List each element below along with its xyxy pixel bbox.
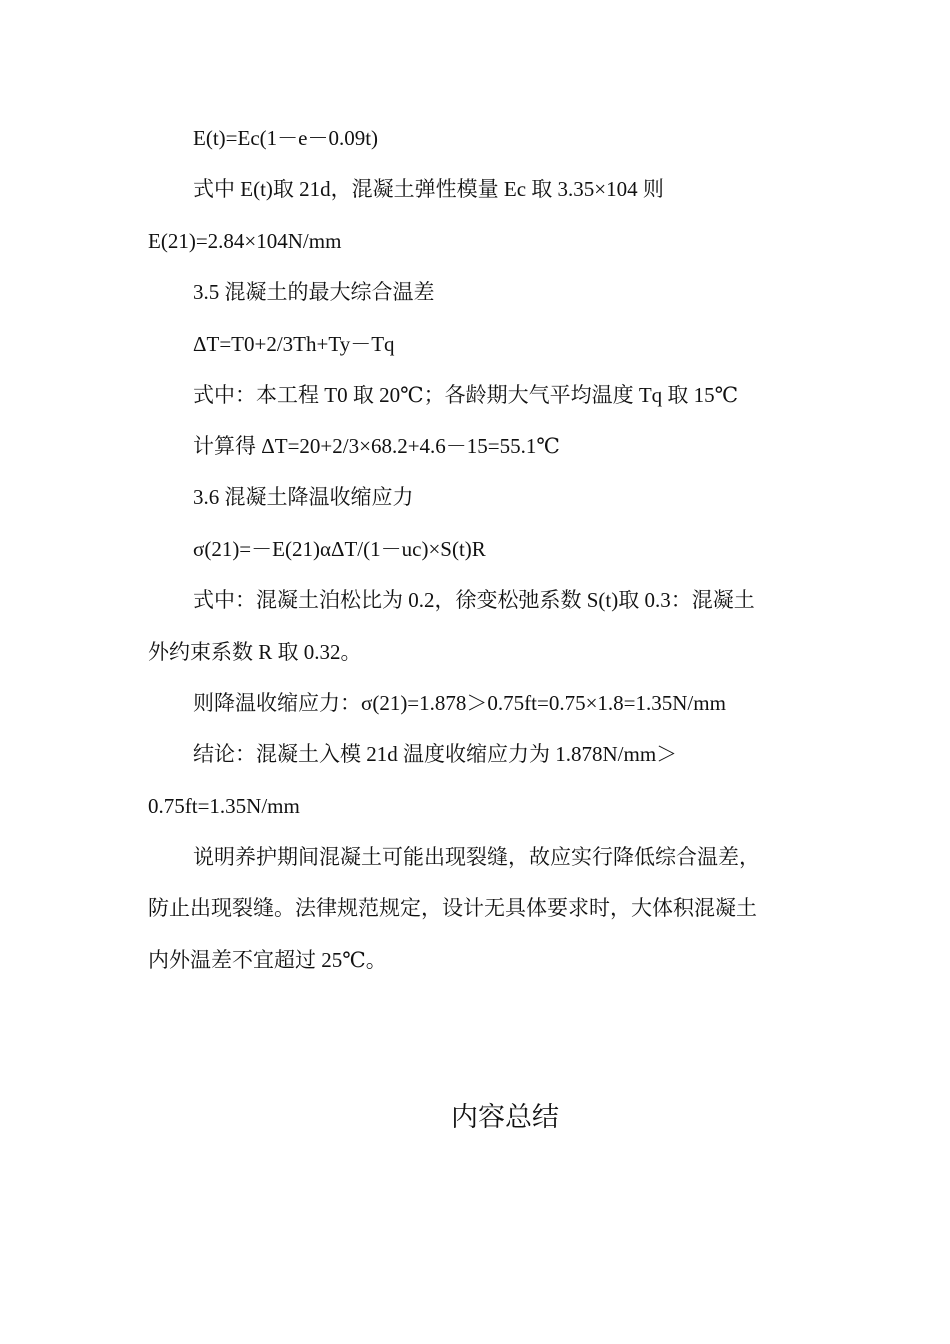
paragraph-line: 防止出现裂缝。法律规范规定，设计无具体要求时，大体积混凝土 <box>148 896 757 920</box>
paragraph-line: 式中：本工程 T0 取 20℃；各龄期大气平均温度 Tq 取 15℃ <box>193 383 739 407</box>
summary-heading: 内容总结 <box>451 1102 559 1132</box>
section-heading-3-5: 3.5 混凝土的最大综合温差 <box>193 280 435 304</box>
formula-temperature-difference: ΔT=T0+2/3Th+Ty－Tq <box>193 332 395 356</box>
summary-heading-container <box>0 1100 950 1134</box>
paragraph-line: 计算得 ΔT=20+2/3×68.2+4.6－15=55.1℃ <box>193 434 560 458</box>
formula-elastic-modulus: E(t)=Ec(1－e－0.09t) <box>193 126 379 150</box>
formula-shrinkage-stress: σ(21)=－E(21)αΔT/(1－uc)×S(t)R <box>193 537 486 561</box>
section-heading-3-6: 3.6 混凝土降温收缩应力 <box>193 485 414 509</box>
paragraph-line: 内外温差不宜超过 25℃。 <box>148 948 387 972</box>
paragraph-line: 结论：混凝土入模 21d 温度收缩应力为 1.878N/mm＞ <box>193 742 678 766</box>
paragraph-line: 外约束系数 R 取 0.32。 <box>148 640 362 664</box>
paragraph-line: 式中 E(t)取 21d，混凝土弹性模量 Ec 取 3.35×104 则 <box>193 177 664 201</box>
paragraph-line: 0.75ft=1.35N/mm <box>148 794 300 818</box>
paragraph-line: 式中：混凝土泊松比为 0.2，徐变松弛系数 S(t)取 0.3：混凝土 <box>193 588 755 612</box>
paragraph-line: 则降温收缩应力：σ(21)=1.878＞0.75ft=0.75×1.8=1.35N/mm <box>193 691 726 715</box>
paragraph-line: E(21)=2.84×104N/mm <box>148 229 342 253</box>
paragraph-line: 说明养护期间混凝土可能出现裂缝，故应实行降低综合温差， <box>193 845 760 869</box>
